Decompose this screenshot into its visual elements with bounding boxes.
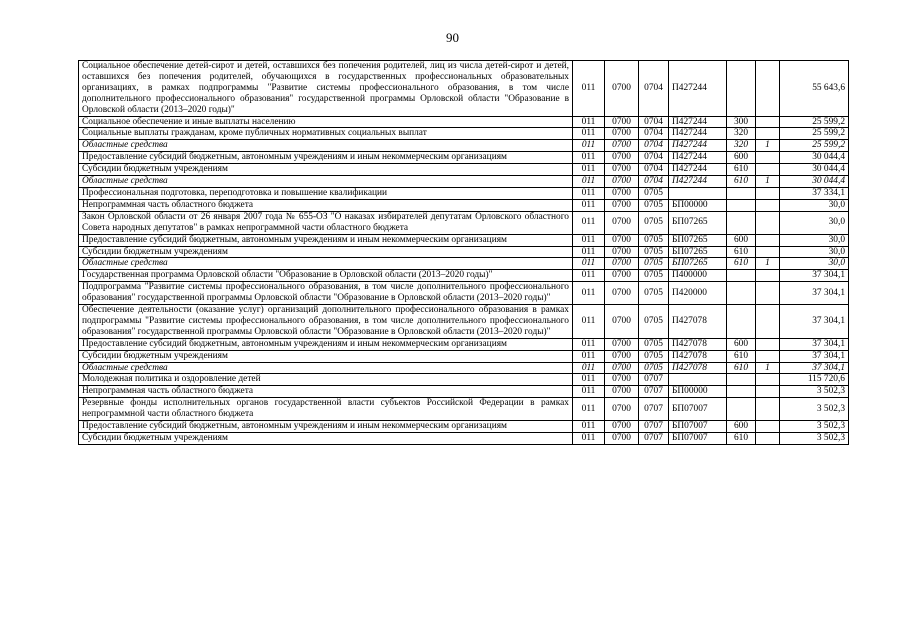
row-funding-source: 1 [756,362,780,374]
row-expense-type: 600 [727,421,756,433]
table-row [79,61,849,117]
row-grbs-code: 011 [573,350,605,362]
row-name: Молодежная политика и оздоровление детей [79,374,573,386]
row-amount: 3 502,3 [780,421,849,433]
row-subsection-code: 0707 [639,386,669,398]
row-target-article: БП07007 [669,398,727,421]
row-expense-type [727,211,756,234]
row-grbs-code: 011 [573,152,605,164]
row-subsection-code: 0705 [639,362,669,374]
row-name: Областные средства [79,176,573,188]
row-subsection-code: 0704 [639,176,669,188]
row-expense-type: 610 [727,362,756,374]
row-grbs-code: 011 [573,116,605,128]
row-grbs-code: 011 [573,398,605,421]
row-funding-source [756,338,780,350]
table-row [79,282,849,305]
row-funding-source [756,234,780,246]
row-subsection-code: 0704 [639,140,669,152]
row-name: Государственная программа Орловской области "Образование в Орловской области (2013–2020 годы)" [79,270,573,282]
row-amount: 37 304,1 [780,270,849,282]
row-funding-source [756,350,780,362]
row-funding-source [756,199,780,211]
row-section-code: 0700 [605,374,639,386]
row-target-article: П427244 [669,128,727,140]
row-name: Субсидии бюджетным учреждениям [79,350,573,362]
row-expense-type [727,61,756,117]
row-grbs-code: 011 [573,305,605,339]
row-grbs-code: 011 [573,282,605,305]
row-amount: 25 599,2 [780,140,849,152]
row-subsection-code: 0705 [639,246,669,258]
row-funding-source [756,211,780,234]
row-amount: 37 304,1 [780,350,849,362]
table-row [79,234,849,246]
row-grbs-code: 011 [573,234,605,246]
row-expense-type: 610 [727,350,756,362]
row-amount: 30,0 [780,199,849,211]
row-section-code: 0700 [605,176,639,188]
row-target-article: БП07265 [669,234,727,246]
row-amount: 37 304,1 [780,362,849,374]
row-target-article [669,374,727,386]
row-expense-type: 320 [727,140,756,152]
row-name: Обеспечение деятельности (оказание услуг) организаций дополнительного профессионального образования в рамках подпрограммы "Развитие системы профессионального образования, в том числе дополнительного профессионального образования" государственной программы Орловской области "Образование в Орловской области (2013–2020 годы)" [79,305,573,339]
row-funding-source [756,270,780,282]
row-name: Субсидии бюджетным учреждениям [79,164,573,176]
table-row [79,176,849,188]
row-amount: 55 643,6 [780,61,849,117]
budget-table [78,60,849,445]
row-expense-type [727,374,756,386]
row-subsection-code: 0704 [639,61,669,117]
row-grbs-code: 011 [573,338,605,350]
row-name: Социальное обеспечение детей-сирот и детей, оставшихся без попечения родителей, лиц из числа детей-сирот и детей, оставшихся без попечения родителей, обучающихся в государственных профессиональных образовательных организациях, в рамках подпрограммы "Развитие системы профессионального образования, в том числе дополнительного профессионального образования" государственной программы Орловской области "Образование в Орловской области (2013–2020 годы)" [79,61,573,117]
row-section-code: 0700 [605,305,639,339]
row-expense-type: 610 [727,258,756,270]
row-amount: 30,0 [780,234,849,246]
table-row [79,128,849,140]
table-row [79,258,849,270]
table-row [79,374,849,386]
table-row [79,338,849,350]
row-funding-source [756,386,780,398]
row-section-code: 0700 [605,187,639,199]
row-section-code: 0700 [605,116,639,128]
row-name: Непрограммная часть областного бюджета [79,386,573,398]
row-subsection-code: 0704 [639,164,669,176]
row-subsection-code: 0705 [639,187,669,199]
row-section-code: 0700 [605,433,639,445]
table-row [79,116,849,128]
row-name: Профессиональная подготовка, переподготовка и повышение квалификации [79,187,573,199]
page-number: 90 [446,30,459,45]
row-name: Закон Орловской области от 26 января 2007 года № 655-ОЗ "О наказах избирателей депутатам Орловского областного Совета народных депутатов" в рамках непрограммной части областного бюджета [79,211,573,234]
row-subsection-code: 0704 [639,152,669,164]
row-funding-source [756,305,780,339]
row-target-article: БП07265 [669,246,727,258]
row-expense-type: 300 [727,116,756,128]
row-subsection-code: 0705 [639,282,669,305]
row-target-article: П427244 [669,164,727,176]
row-grbs-code: 011 [573,386,605,398]
row-funding-source [756,282,780,305]
row-subsection-code: 0705 [639,258,669,270]
row-target-article: П400000 [669,270,727,282]
row-grbs-code: 011 [573,164,605,176]
row-section-code: 0700 [605,234,639,246]
row-name: Социальные выплаты гражданам, кроме публичных нормативных социальных выплат [79,128,573,140]
table-row [79,421,849,433]
table-row [79,199,849,211]
row-expense-type: 610 [727,246,756,258]
row-expense-type [727,386,756,398]
row-grbs-code: 011 [573,374,605,386]
row-amount: 30 044,4 [780,152,849,164]
table-row [79,164,849,176]
row-grbs-code: 011 [573,270,605,282]
row-section-code: 0700 [605,270,639,282]
row-funding-source [756,433,780,445]
row-target-article: П427078 [669,338,727,350]
row-target-article: БП07007 [669,433,727,445]
row-expense-type: 600 [727,234,756,246]
row-section-code: 0700 [605,421,639,433]
row-section-code: 0700 [605,211,639,234]
table-row [79,362,849,374]
row-grbs-code: 011 [573,176,605,188]
row-subsection-code: 0707 [639,398,669,421]
row-amount: 30,0 [780,258,849,270]
table-row [79,246,849,258]
row-grbs-code: 011 [573,258,605,270]
row-section-code: 0700 [605,246,639,258]
row-target-article: БП07265 [669,211,727,234]
row-amount: 25 599,2 [780,116,849,128]
row-subsection-code: 0707 [639,374,669,386]
row-amount: 25 599,2 [780,128,849,140]
row-expense-type [727,199,756,211]
row-amount: 3 502,3 [780,398,849,421]
row-subsection-code: 0705 [639,270,669,282]
row-grbs-code: 011 [573,246,605,258]
row-name: Предоставление субсидий бюджетным, автономным учреждениям и иным некоммерческим организациям [79,338,573,350]
row-name: Областные средства [79,140,573,152]
row-target-article: П427078 [669,362,727,374]
row-expense-type [727,282,756,305]
row-subsection-code: 0705 [639,199,669,211]
row-grbs-code: 011 [573,61,605,117]
row-section-code: 0700 [605,386,639,398]
row-funding-source [756,374,780,386]
row-funding-source [756,116,780,128]
row-funding-source [756,246,780,258]
row-target-article: П427244 [669,176,727,188]
row-target-article: БП00000 [669,199,727,211]
row-funding-source [756,164,780,176]
row-grbs-code: 011 [573,362,605,374]
row-subsection-code: 0705 [639,305,669,339]
budget-table-body [79,61,849,445]
row-section-code: 0700 [605,258,639,270]
row-subsection-code: 0707 [639,433,669,445]
row-funding-source [756,152,780,164]
row-expense-type: 320 [727,128,756,140]
row-target-article: П427078 [669,350,727,362]
row-subsection-code: 0704 [639,128,669,140]
row-subsection-code: 0705 [639,338,669,350]
row-section-code: 0700 [605,350,639,362]
table-row [79,152,849,164]
row-funding-source [756,187,780,199]
row-amount: 115 720,6 [780,374,849,386]
row-funding-source [756,61,780,117]
row-amount: 30,0 [780,211,849,234]
row-name: Областные средства [79,362,573,374]
row-section-code: 0700 [605,164,639,176]
row-grbs-code: 011 [573,211,605,234]
row-section-code: 0700 [605,61,639,117]
row-expense-type: 600 [727,338,756,350]
row-expense-type: 610 [727,433,756,445]
row-section-code: 0700 [605,398,639,421]
row-target-article [669,187,727,199]
row-target-article: П427078 [669,305,727,339]
row-section-code: 0700 [605,140,639,152]
row-expense-type: 600 [727,152,756,164]
row-funding-source: 1 [756,140,780,152]
table-row [79,350,849,362]
row-target-article: П420000 [669,282,727,305]
row-target-article: БП07007 [669,421,727,433]
row-name: Социальное обеспечение и иные выплаты населению [79,116,573,128]
row-funding-source [756,128,780,140]
row-grbs-code: 011 [573,433,605,445]
row-name: Подпрограмма "Развитие системы профессионального образования, в том числе дополнительного профессионального образования" государственной программы Орловской области "Образование в Орловской области (2013–2020 годы)" [79,282,573,305]
row-subsection-code: 0705 [639,234,669,246]
row-expense-type [727,187,756,199]
row-subsection-code: 0705 [639,350,669,362]
table-row [79,270,849,282]
row-grbs-code: 011 [573,199,605,211]
row-amount: 37 304,1 [780,305,849,339]
row-grbs-code: 011 [573,140,605,152]
row-funding-source [756,398,780,421]
row-subsection-code: 0707 [639,421,669,433]
row-funding-source: 1 [756,176,780,188]
row-amount: 30,0 [780,246,849,258]
table-row [79,398,849,421]
row-name: Непрограммная часть областного бюджета [79,199,573,211]
row-name: Предоставление субсидий бюджетным, автономным учреждениям и иным некоммерческим организациям [79,421,573,433]
row-section-code: 0700 [605,128,639,140]
row-expense-type: 610 [727,176,756,188]
row-section-code: 0700 [605,362,639,374]
table-row [79,433,849,445]
table-row [79,140,849,152]
table-row [79,386,849,398]
row-target-article: П427244 [669,140,727,152]
row-name: Резервные фонды исполнительных органов государственной власти субъектов Российской Федерации в рамках непрограммной части областного бюджета [79,398,573,421]
row-target-article: БП00000 [669,386,727,398]
row-section-code: 0700 [605,338,639,350]
row-section-code: 0700 [605,152,639,164]
row-target-article: П427244 [669,61,727,117]
row-amount: 3 502,3 [780,433,849,445]
row-funding-source: 1 [756,258,780,270]
row-expense-type [727,305,756,339]
row-name: Предоставление субсидий бюджетным, автономным учреждениям и иным некоммерческим организациям [79,234,573,246]
row-subsection-code: 0704 [639,116,669,128]
row-grbs-code: 011 [573,421,605,433]
row-expense-type [727,398,756,421]
row-name: Субсидии бюджетным учреждениям [79,433,573,445]
row-target-article: П427244 [669,116,727,128]
row-grbs-code: 011 [573,128,605,140]
row-funding-source [756,421,780,433]
row-amount: 37 304,1 [780,338,849,350]
row-grbs-code: 011 [573,187,605,199]
row-target-article: П427244 [669,152,727,164]
row-amount: 30 044,4 [780,164,849,176]
row-name: Субсидии бюджетным учреждениям [79,246,573,258]
row-section-code: 0700 [605,199,639,211]
row-amount: 37 334,1 [780,187,849,199]
row-target-article: БП07265 [669,258,727,270]
row-section-code: 0700 [605,282,639,305]
table-row [79,305,849,339]
row-amount: 37 304,1 [780,282,849,305]
row-amount: 30 044,4 [780,176,849,188]
row-name: Областные средства [79,258,573,270]
table-row [79,187,849,199]
row-expense-type: 610 [727,164,756,176]
row-name: Предоставление субсидий бюджетным, автономным учреждениям и иным некоммерческим организациям [79,152,573,164]
row-amount: 3 502,3 [780,386,849,398]
row-subsection-code: 0705 [639,211,669,234]
row-expense-type [727,270,756,282]
table-row [79,211,849,234]
